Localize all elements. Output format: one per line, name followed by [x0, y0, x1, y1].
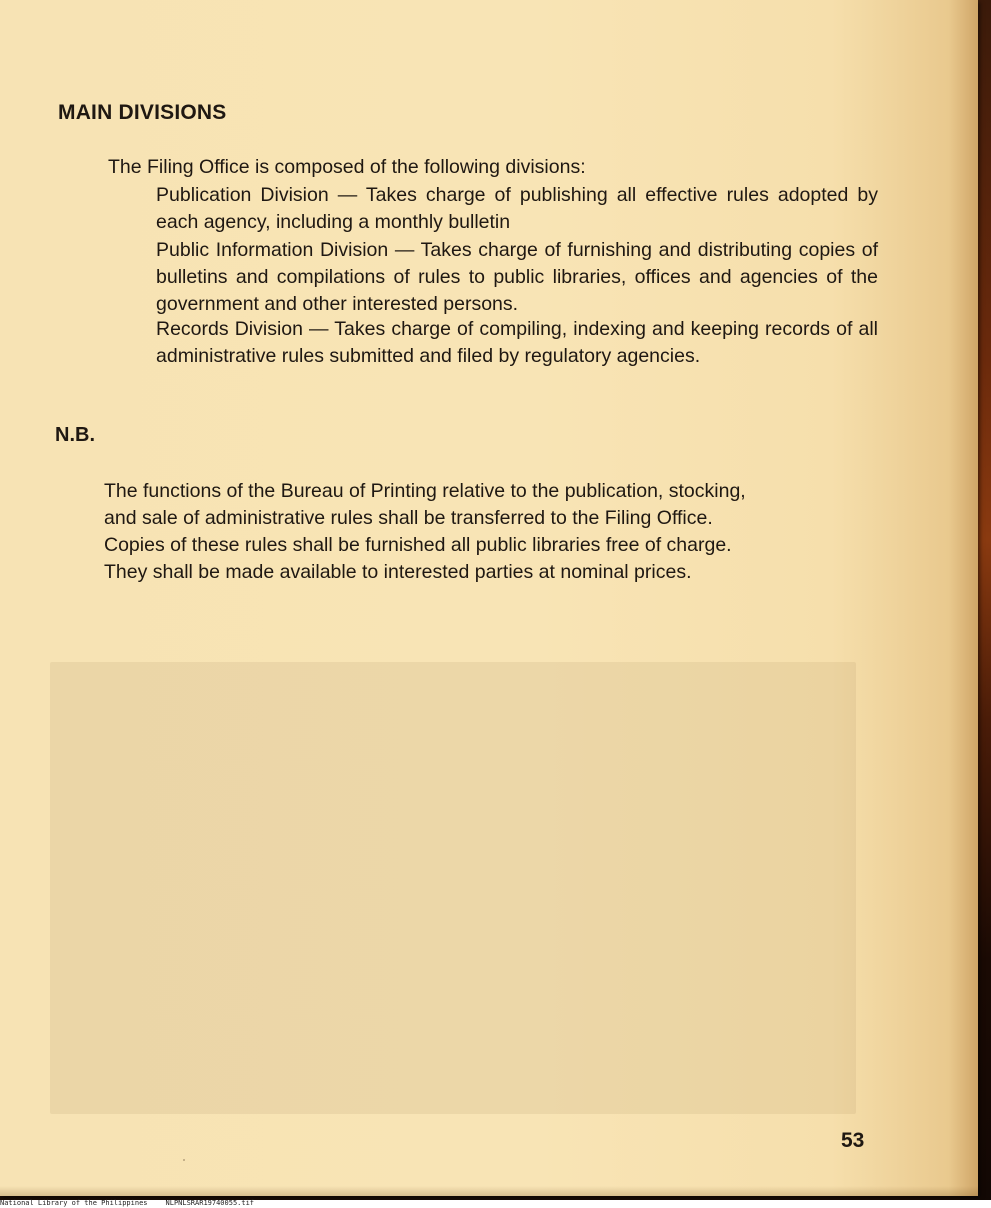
division-records: Records Division — Takes charge of compiling, indexing and keeping records of all administrative rules submitted and filed by regulatory agencies. [156, 318, 878, 367]
footer-source: National Library of the Philippines [0, 1199, 148, 1207]
note-line: Copies of these rules shall be furnished all public libraries free of charge. [104, 534, 732, 556]
division-publication: Publication Division — Takes charge of publishing all effective rules adopted by each agency, including a monthly bulletin [156, 184, 878, 233]
bleed-through-photo [50, 662, 856, 1114]
page-bottom-edge [0, 1186, 978, 1196]
paper-speck [183, 1159, 185, 1161]
nb-label: N.B. [55, 424, 95, 446]
footer-filename: NLPNLSRAR19740055.tif [165, 1199, 255, 1207]
note-line: and sale of administrative rules shall be transferred to the Filing Office. [104, 507, 713, 529]
note-line: They shall be made available to interested parties at nominal prices. [104, 561, 692, 583]
scan-footer [0, 1199, 272, 1208]
division-public-information: Public Information Division — Takes charge of furnishing and distributing copies of bulletins and compilations of rules to public libraries, offices and agencies of the government and other interested persons. [156, 239, 878, 315]
intro-sentence: The Filing Office is composed of the following divisions: [108, 156, 586, 178]
nb-note [104, 478, 884, 586]
section-heading: MAIN DIVISIONS [58, 101, 227, 124]
page-number: 53 [841, 1129, 865, 1152]
note-line: The functions of the Bureau of Printing relative to the publication, stocking, [104, 480, 746, 502]
